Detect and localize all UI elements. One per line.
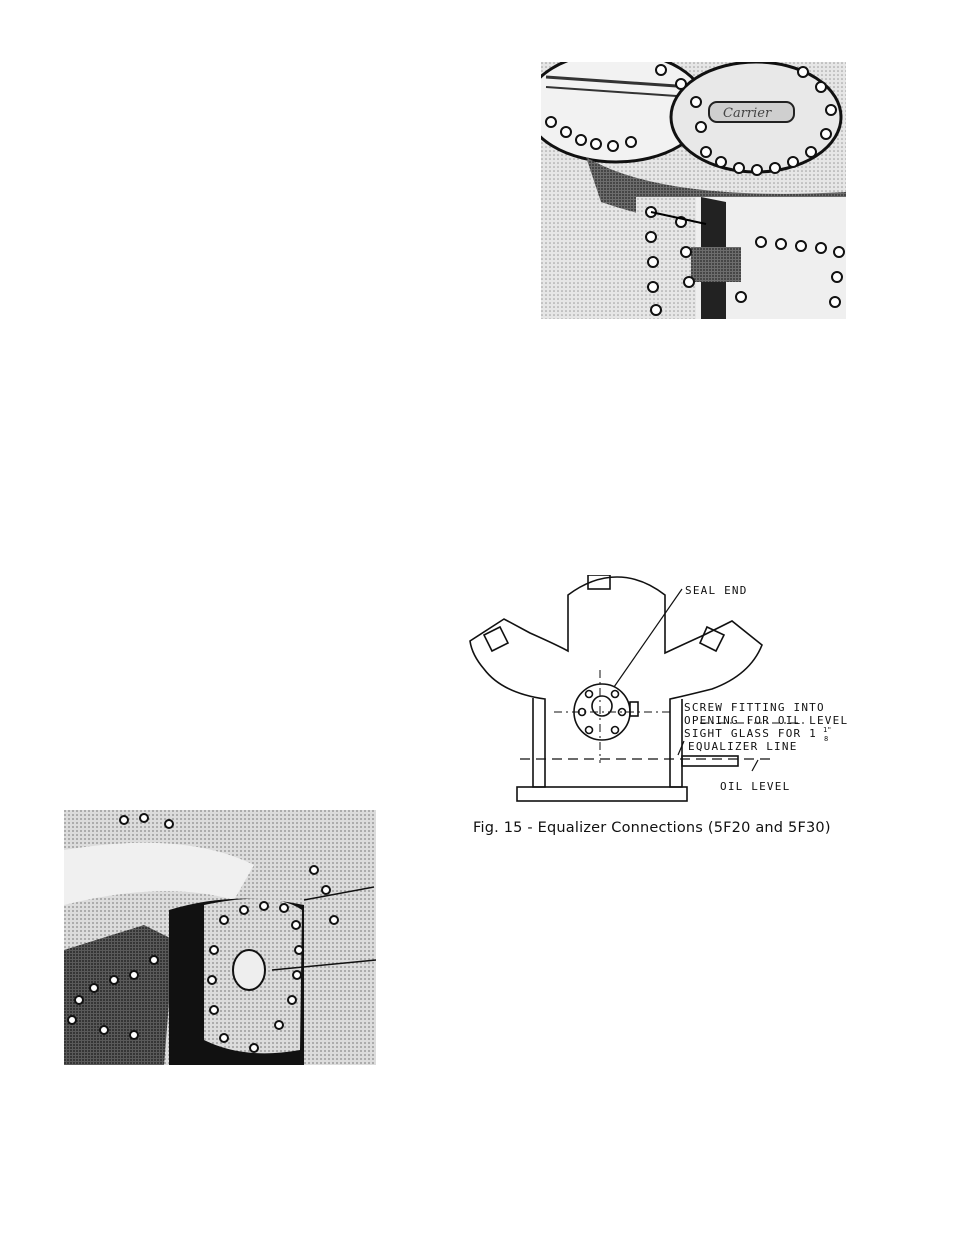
figure-caption: Fig. 15 - Equalizer Connections (5F20 and 5F30) xyxy=(473,820,831,836)
screw-fitting-label-line1: SCREW FITTING INTO xyxy=(684,701,825,714)
seal-end-label: SEAL END xyxy=(685,584,748,597)
equalizer-connections-diagram xyxy=(462,575,852,815)
screw-fitting-label-line2: OPENING FOR OIL LEVEL xyxy=(684,714,849,727)
compressor-head-photo xyxy=(541,62,846,319)
oil-level-label: OIL LEVEL xyxy=(720,780,791,793)
screw-fitting-label-line4: EQUALIZER LINE xyxy=(688,740,798,753)
screw-fitting-label-line3: SIGHT GLASS FOR 1 xyxy=(684,727,817,740)
nameplate-text: Carrier xyxy=(723,106,772,121)
compressor-end-photo xyxy=(64,810,376,1065)
fraction-numerator: 1" xyxy=(823,726,832,734)
fraction-denominator: 8 xyxy=(824,735,829,743)
